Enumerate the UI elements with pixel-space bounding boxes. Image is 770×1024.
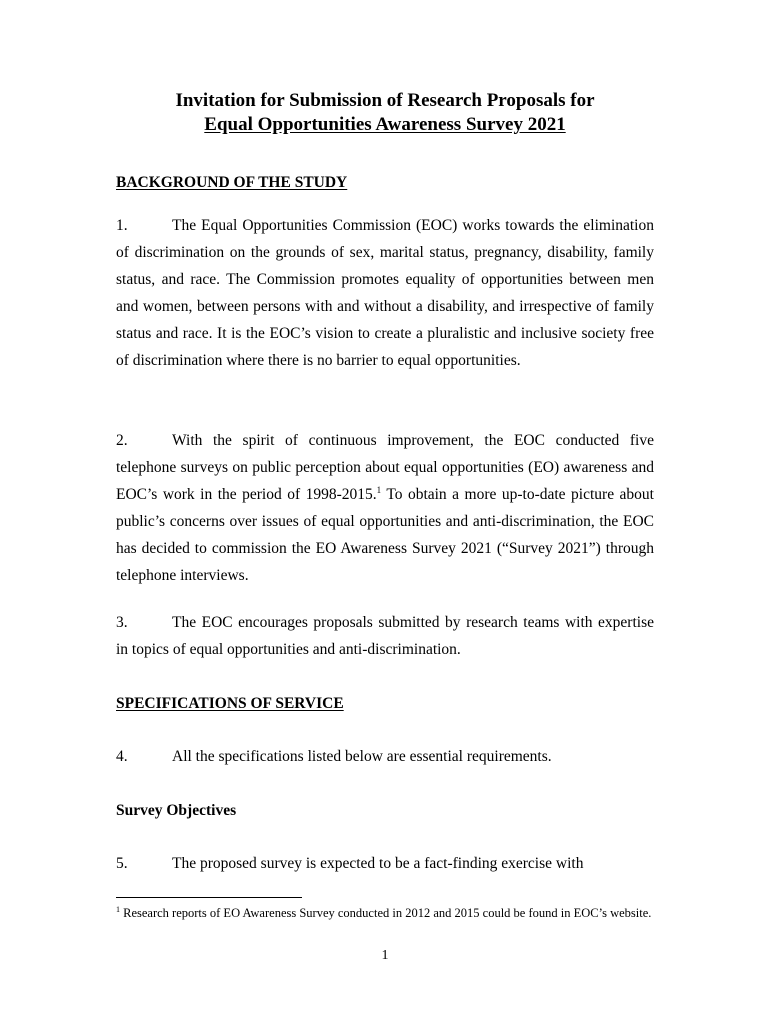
paragraph-text: The proposed survey is expected to be a fact-finding exercise with <box>172 855 584 872</box>
paragraph-2 <box>116 427 654 589</box>
paragraph-1 <box>116 212 654 374</box>
section-heading-background: BACKGROUND OF THE STUDY <box>116 174 348 191</box>
paragraph-number: 4. <box>116 748 128 765</box>
footnote-marker: 1 <box>116 904 120 914</box>
footnote <box>116 905 654 921</box>
paragraph-3 <box>116 609 654 663</box>
footnote-text: Research reports of EO Awareness Survey conducted in 2012 and 2015 could be found in EOC’s website. <box>120 906 652 920</box>
paragraph-text: All the specifications listed below are essential requirements. <box>172 748 552 765</box>
paragraph-text-continued: To obtain a more up-to-date picture about public’s concerns over issues of equal opportunities and anti-discrimination, the EOC has decided to commission the EO Awareness Survey 2021 (“Survey 2021”) through telephone interviews. <box>116 486 654 584</box>
document-title-line-2: Equal Opportunities Awareness Survey 2021 <box>204 114 566 135</box>
page-number: 1 <box>381 948 389 963</box>
paragraph-4 <box>116 743 654 770</box>
paragraph-number: 3. <box>116 614 128 631</box>
subheading-survey-objectives: Survey Objectives <box>116 802 237 819</box>
paragraph-number: 2. <box>116 432 128 449</box>
paragraph-text: With the spirit of continuous improvement, the EOC conducted five telephone surveys on public perception about equal opportunities (EO) awareness and EOC’s work in the period of 1998-2015. <box>116 432 654 503</box>
paragraph-number: 1. <box>116 217 128 234</box>
paragraph-number: 5. <box>116 855 128 872</box>
paragraph-text: The EOC encourages proposals submitted by research teams with expertise in topics of equal opportunities and anti-discrimination. <box>116 614 654 658</box>
document-title-line-1: Invitation for Submission of Research Proposals for <box>175 90 595 111</box>
paragraph-5 <box>116 850 654 877</box>
paragraph-text: The Equal Opportunities Commission (EOC) works towards the elimination of discrimination on the grounds of sex, marital status, pregnancy, disability, family status, and race. The Commission promotes equality of opportunities between men and women, between persons with and without a disability, and irrespective of family status and race. It is the EOC’s vision to create a pluralistic and inclusive society free of discrimination where there is no barrier to equal opportunities. <box>116 217 654 369</box>
footnote-reference: 1 <box>376 484 382 495</box>
section-heading-specifications: SPECIFICATIONS OF SERVICE <box>116 695 344 712</box>
footnote-divider <box>116 897 302 898</box>
